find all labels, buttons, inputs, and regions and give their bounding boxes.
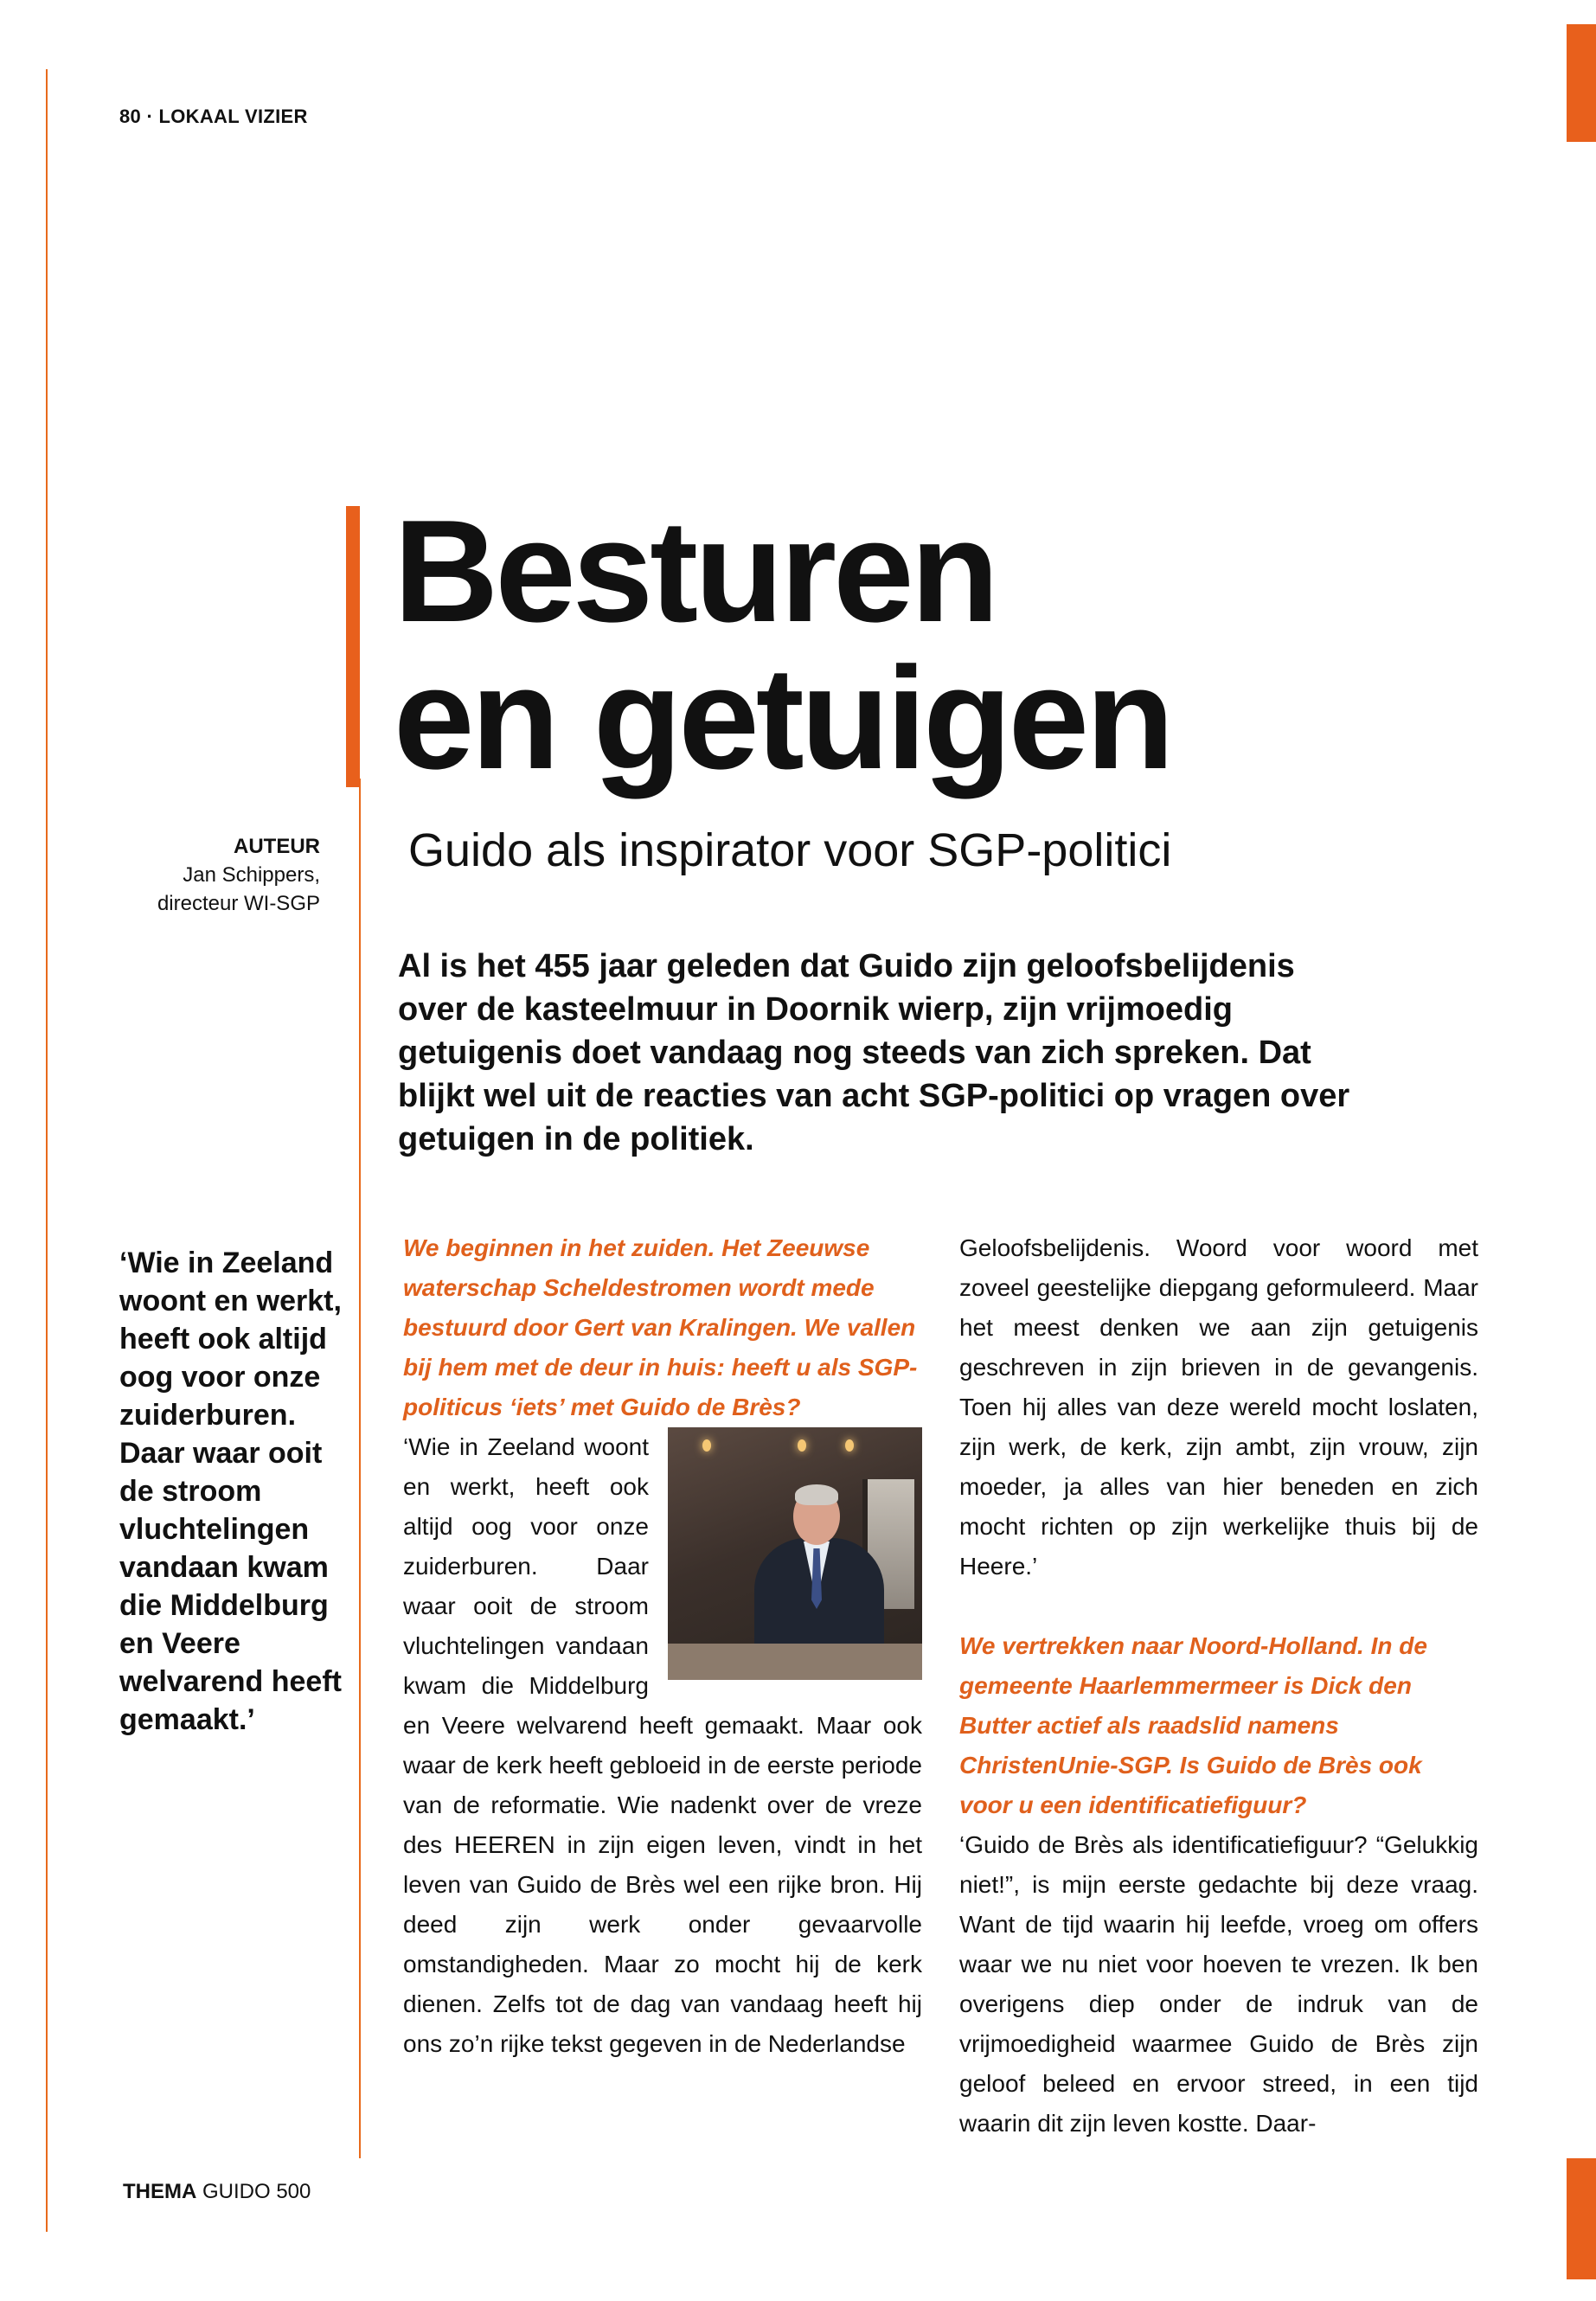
lamp-icon [798, 1439, 806, 1452]
interview-answer-2: ‘Guido de Brès als identificatiefiguur? “Gelukkig niet!”, is mijn eerste gedachte bij deze vraag. Want de tijd waarin hij leefde, vroeg om offers waar we nu niet voor hoeven te vrezen. Ik ben overigens diep onder de indruk van de vrijmoedigheid waarmee Guido de Brès zijn geloof beleed en ervoor streed, in een tijd waarin dit zijn leven kostte. Daar- [959, 1831, 1478, 2137]
article-subtitle: Guido als inspirator voor SGP-politici [408, 824, 1172, 876]
photo-table [668, 1644, 922, 1680]
lamp-icon [702, 1439, 711, 1452]
title-line-2: en getuigen [394, 637, 1171, 799]
text-column-1 [403, 1228, 922, 2064]
running-head: 80 · LOKAAL VIZIER [119, 106, 308, 127]
footer [123, 2180, 311, 2204]
title-line-1: Besturen [394, 490, 997, 652]
accent-tab-bottom [1567, 2158, 1596, 2279]
left-margin-rule [46, 69, 48, 2232]
text-column-2 [959, 1228, 1478, 2144]
interview-answer-1-continued: Geloofsbelijdenis. Woord voor woord met zoveel geestelijke diepgang geformuleerd. Maar het meest denken we aan zijn getuigenis geschreven in zijn brieven in de gevangenis. Toen hij alles van deze wereld mocht loslaten, zijn werk, de kerk, zijn ambt, zijn vrouw, zijn moeder, ja alles van hier beneden en zich mocht richten op zijn werkelijke thuis bij de Heere.’ [959, 1234, 1478, 1580]
photo-person-hair [795, 1484, 838, 1505]
footer-issue: GUIDO 500 [196, 2180, 311, 2203]
interview-question-1: We beginnen in het zuiden. Het Zeeuwse waterschap Scheldestromen wordt mede bestuurd door Gert van Kralingen. We vallen bij hem met de deur in huis: heeft u als SGP-politicus ‘iets’ met Guido de Brès? [403, 1234, 918, 1420]
paragraph-gap [959, 1586, 1478, 1626]
author-role: directeur WI-SGP [157, 892, 320, 915]
pull-quote: ‘Wie in Zeeland woont en werkt, heeft ook altijd oog voor onze zuiderburen. Daar waar ooit de stroom vluchtelingen vandaan kwam die Middelburg en Veere welvarend heeft gemaakt.’ [119, 1247, 342, 1736]
article-title [394, 490, 1171, 799]
interview-question-2: We vertrekken naar Noord-Holland. In de gemeente Haarlemmermeer is Dick den Butter actief als raadslid namens ChristenUnie-SGP. Is Guido de Brès ook voor u een identificatiefiguur? [959, 1632, 1427, 1818]
author-block [104, 832, 320, 918]
author-name: Jan Schippers, [183, 863, 320, 887]
footer-section: THEMA [123, 2180, 197, 2203]
column-divider-rule [359, 779, 361, 2158]
author-label: AUTEUR [234, 835, 320, 858]
title-accent-bar [346, 506, 360, 787]
portrait-photo [668, 1427, 922, 1680]
lead-paragraph: Al is het 455 jaar geleden dat Guido zijn geloofsbelijdenis over de kasteelmuur in Doornik wierp, zijn vrijmoedig getuigenis doet vandaag nog steeds van zich spreken. Dat blijkt wel uit de reacties van acht SGP-politici op vragen over getuigen in de politiek. [398, 948, 1350, 1157]
accent-tab-top [1567, 24, 1596, 142]
interview-answer-1: ‘Wie in Zeeland woont en werkt, heeft ook altijd oog voor onze zuiderburen. Daar waar ooit de stroom vluchtelingen vandaan kwam die Middelburg en Veere welvarend heeft gemaakt. Maar ook waar de kerk heeft gebloeid in de eerste periode van de reformatie. Wie nadenkt over de vreze des HEEREN in zijn eigen leven, vindt in het leven van Guido de Brès wel een rijke bron. Hij deed zijn werk onder gevaarvolle omstandigheden. Maar zo mocht hij de kerk dienen. Zelfs tot de dag van vandaag heeft hij ons zo’n rijke tekst gegeven in de Nederlandse [403, 1433, 922, 2057]
lamp-icon [845, 1439, 854, 1452]
